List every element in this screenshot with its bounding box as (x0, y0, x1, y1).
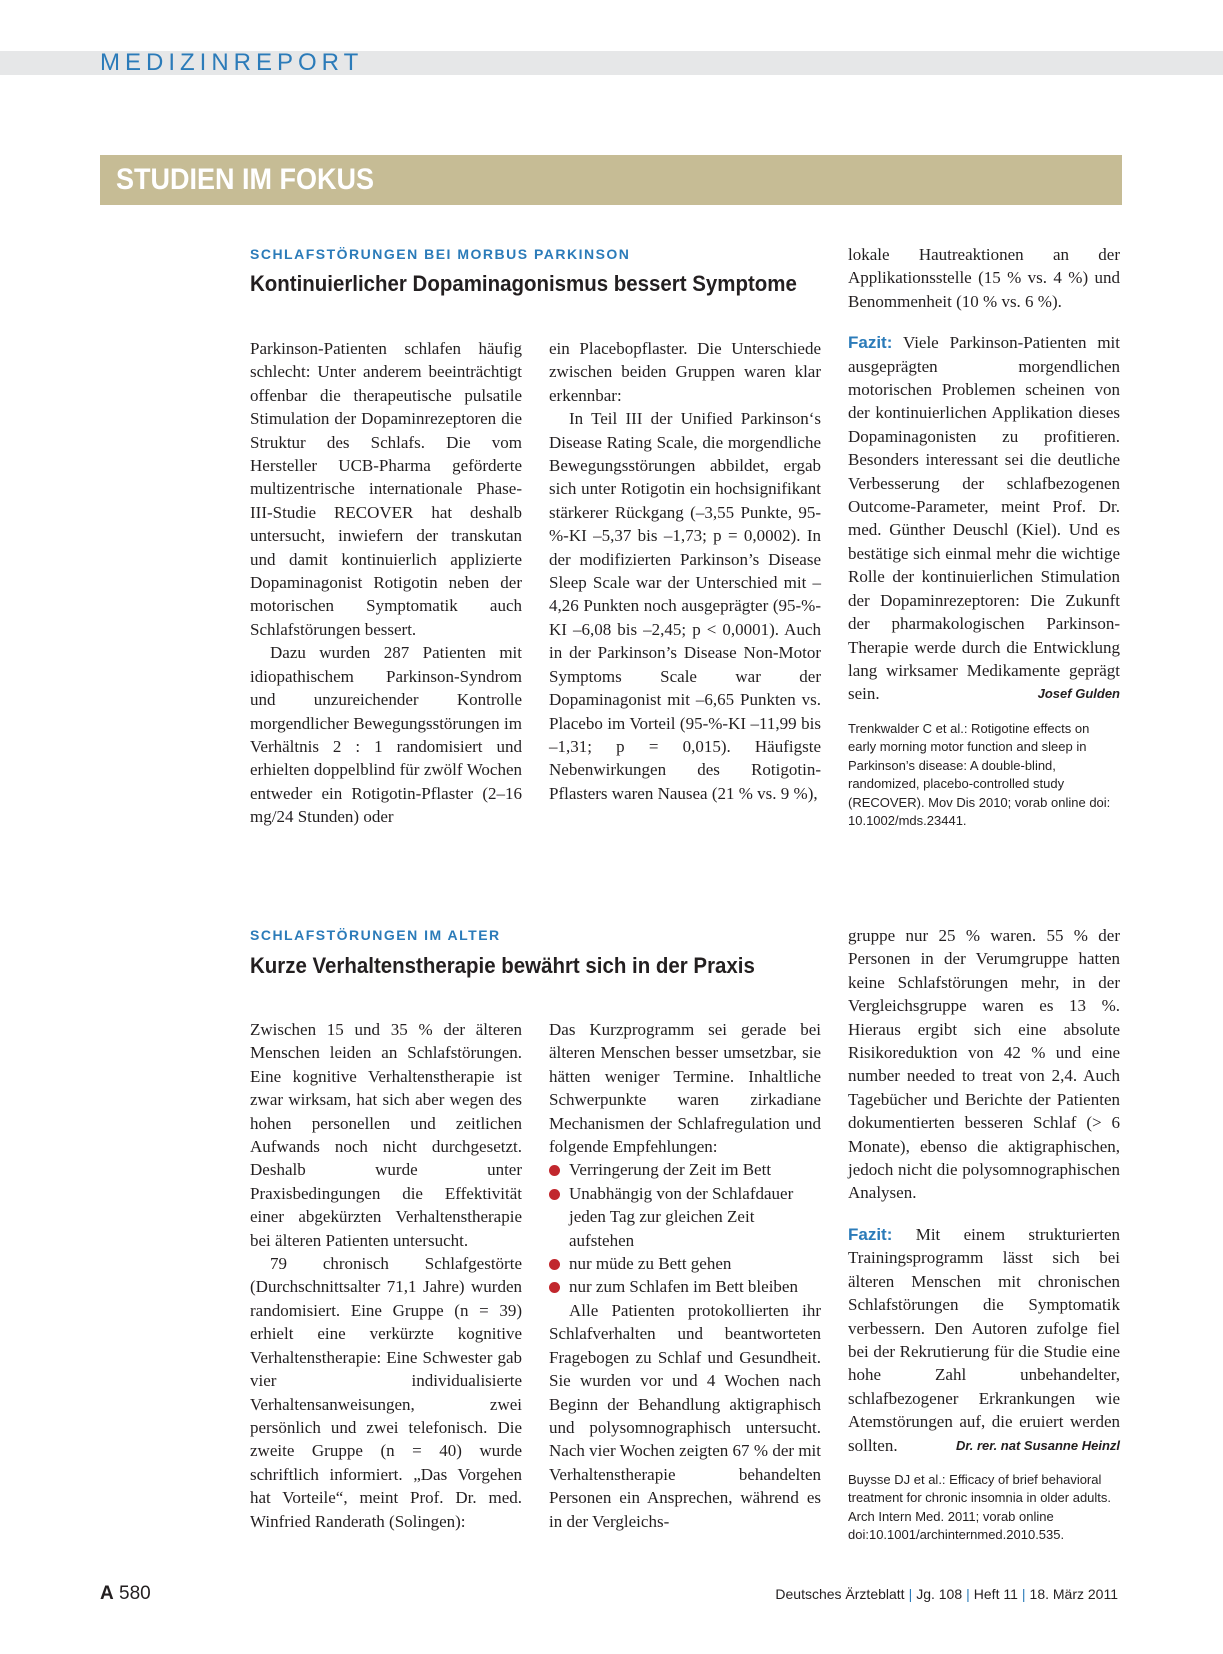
journal-name: Deutsches Ärzteblatt (775, 1586, 905, 1602)
fazit-text: Viele Parkinson-Patienten mit ausgeprägten morgendlichen motorischen Problemen scheinen von der kontinuierlichen Applikation dieses Dopaminagonisten zu profitieren. Besonders interessant sei die deutliche Verbesserung der schlafbezogenen Outcome-Parameter, meint Prof. Dr. med. Günther Deuschl (Kiel). Und es bestätige sich einmal mehr die wichtige Rolle der kontinuierlichen Stimulation der Dopaminrezeptoren: Die Zukunft der pharmakologischen Parkinson-Therapie werde durch die Entwicklung lang wirksamer Medikamente geprägt sein. (848, 333, 1120, 704)
list-item: nur müde zu Bett gehen (569, 1252, 821, 1275)
paragraph: 79 chronisch Schlafgestörte (Durchschnittsalter 71,1 Jahre) wurden randomisiert. Eine Gruppe (n = 39) erhielt eine verkürzte kognitive Verhaltenstherapie: Eine Schwester gab vier individualisierte Verhaltensanweisungen, zwei persönlich und zwei telefonisch. Die zweite Gruppe (n = 40) wurde schriftlich informiert. „Das Vorgehen hat Vorteile“, meint Prof. Dr. med. Winfried Randerath (Solingen): (250, 1254, 522, 1531)
page-number (100, 1582, 151, 1606)
journal-volume: Jg. 108 (916, 1586, 963, 1602)
paragraph: Parkinson-Patienten schlafen häufig schlecht: Unter anderem beeinträchtigt offenbar die therapeutische pulsatile Stimulation der Dopaminrezeptoren die Struktur des Schlafs. Die vom Hersteller UCB-Pharma geförderte multizentrische internationale Phase-III-Studie RECOVER hat deshalb untersucht, inwiefern der transkutan und damit kontinuierlich applizierte Dopaminagonist Rotigotin neben der motorischen Symptomatik auch Schlafstörungen bessert. (250, 339, 522, 639)
list-item: Verringerung der Zeit im Bett (569, 1158, 821, 1181)
fazit-text: Mit einem strukturierten Trainingsprogramm lässt sich bei älteren Menschen mit chronischen Schlafstörungen die Symptomatik verbessern. Den Autoren zufolge fiel bei der Rekrutierung für die Studie eine hohe Zahl unbehandelter, schlafbezogener Erkrankungen wie Atemstörungen auf, die eruiert werden sollten. (848, 1224, 1120, 1455)
fazit-label: Fazit: (848, 1224, 893, 1244)
paragraph: Alle Patienten protokollierten ihr Schlafverhalten und beantworteten Fragebogen zu Schlaf und Gesundheit. Sie wurden vor und 4 Wochen nach Beginn der Behandlung aktigraphisch und polysomnographisch untersucht. Nach vier Wochen zeigten 67 % der mit Verhaltenstherapie behandelten Personen ein Ansprechen, während es in der Vergleichs- (549, 1300, 821, 1531)
fazit-label: Fazit: (848, 333, 893, 353)
bullet-icon (549, 1259, 560, 1270)
paragraph: Das Kurzprogramm sei gerade bei älteren Menschen besser umsetzbar, sie hätten weniger Termine. Inhaltliche Schwerpunkte waren zirkadiane Mechanismen der Schlafregulation und folgende Empfehlungen: (549, 1020, 821, 1157)
article2-kicker: SCHLAFSTÖRUNGEN IM ALTER (250, 927, 501, 943)
bullet-icon (549, 1282, 560, 1293)
page-prefix: A (100, 1583, 114, 1604)
reference: Trenkwalder C et al.: Rotigotine effects on early morning motor function and sleep in Parkinson’s disease: A double-blind, randomized, placebo-controlled study (RECOVER). Mov Dis 2010; vorab online doi: 10.1002/mds.23441. (848, 720, 1111, 829)
journal-date: 18. März 2011 (1029, 1586, 1118, 1602)
section-banner (100, 155, 1122, 205)
page-number-value: 580 (119, 1583, 151, 1604)
article1-column-3 (848, 243, 1120, 831)
article1-column-2 (549, 337, 821, 805)
bullet-icon (549, 1165, 560, 1176)
section-name: MEDIZINREPORT (100, 49, 364, 76)
article2-column-3 (848, 924, 1120, 1545)
article2-column-1 (250, 1018, 522, 1533)
article1-kicker: SCHLAFSTÖRUNGEN BEI MORBUS PARKINSON (250, 246, 631, 262)
bullet-icon (549, 1189, 560, 1200)
list-item: nur zum Schlafen im Bett bleiben (569, 1275, 821, 1298)
recommendation-list (549, 1158, 821, 1298)
article1-headline: Kontinuierlicher Dopaminagonismus bessert Symptome (250, 271, 797, 296)
journal-info: Deutsches Ärzteblatt | Jg. 108 | Heft 11 | 18. März 2011 (775, 1586, 1118, 1602)
paragraph: Zwischen 15 und 35 % der älteren Menschen leiden an Schlafstörungen. Eine kognitive Verhaltenstherapie ist zwar wirksam, hat sich aber wegen des hohen personellen und zeitlichen Aufwands noch nicht durchgesetzt. Deshalb wurde unter Praxisbedingungen die Effektivität einer abgekürzten Verhaltenstherapie bei älteren Patienten untersucht. (250, 1020, 522, 1250)
paragraph: lokale Hautreaktionen an der Applikationsstelle (15 % vs. 4 %) und Benommenheit (10 % vs. 6 %). (848, 245, 1120, 311)
article1-column-1 (250, 337, 522, 829)
article2-column-2 (549, 1018, 821, 1533)
fazit-paragraph (848, 331, 1120, 706)
list-item: Unabhängig von der Schlafdauer jeden Tag zur gleichen Zeit aufstehen (569, 1182, 821, 1252)
paragraph: In Teil III der Unified Parkinson‘s Disease Rating Scale, die morgendliche Bewegungsstörungen abbildet, ergab sich unter Rotigotin ein hochsignifikant stärkerer Rückgang (–3,55 Punkte, 95-%-KI –5,37 bis –1,73; p = 0,0002). In der modifizierten Parkinson’s Disease Sleep Scale war der Unterschied mit –4,26 Punkten noch ausgeprägter (95-%-KI –6,08 bis –2,45; p < 0,0001). Auch in der Parkinson’s Disease Non-Motor Symptoms Scale war der Dopaminagonist mit –6,65 Punkten vs. Placebo im Vorteil (95-%-KI –11,99 bis –1,31; p = 0,015). Häufigste Nebenwirkungen des Rotigotin-Pflasters waren Nausea (21 % vs. 9 %), (549, 409, 821, 803)
paragraph: gruppe nur 25 % waren. 55 % der Personen in der Verumgruppe hatten keine Schlafstörungen mehr, in der Vergleichsgruppe waren es 13 %. Hieraus ergibt sich eine absolute Risikoreduktion von 42 % und eine number needed to treat von 2,4. Auch Tagebücher und Berichte der Patienten dokumentierten besseren Schlaf (> 6 Monate), ebenso die aktigraphischen, jedoch nicht die polysomnographischen Analysen. (848, 926, 1120, 1203)
paragraph: ein Placebopflaster. Die Unterschiede zwischen beiden Gruppen waren klar erkennbar: (549, 339, 821, 405)
fazit-paragraph (848, 1223, 1120, 1457)
banner-title: STUDIEN IM FOKUS (116, 163, 375, 196)
article2-headline: Kurze Verhaltenstherapie bewährt sich in der Praxis (250, 953, 755, 978)
author-name: Josef Gulden (1037, 686, 1120, 702)
author-name: Dr. rer. nat Susanne Heinzl (956, 1437, 1120, 1453)
journal-issue: Heft 11 (973, 1586, 1018, 1602)
reference: Buysse DJ et al.: Efficacy of brief behavioral treatment for chronic insomnia in older adults. Arch Intern Med. 2011; vorab online doi:10.1001/archinternmed.2010.535. (848, 1471, 1112, 1543)
paragraph: Dazu wurden 287 Patienten mit idiopathischem Parkinson-Syndrom und unzureichender Kontrolle morgendlicher Bewegungsstörungen im Verhältnis 2 : 1 randomisiert und erhielten doppelblind für zwölf Wochen entweder ein Rotigotin-Pflaster (2–16 mg/24 Stunden) oder (250, 643, 522, 827)
